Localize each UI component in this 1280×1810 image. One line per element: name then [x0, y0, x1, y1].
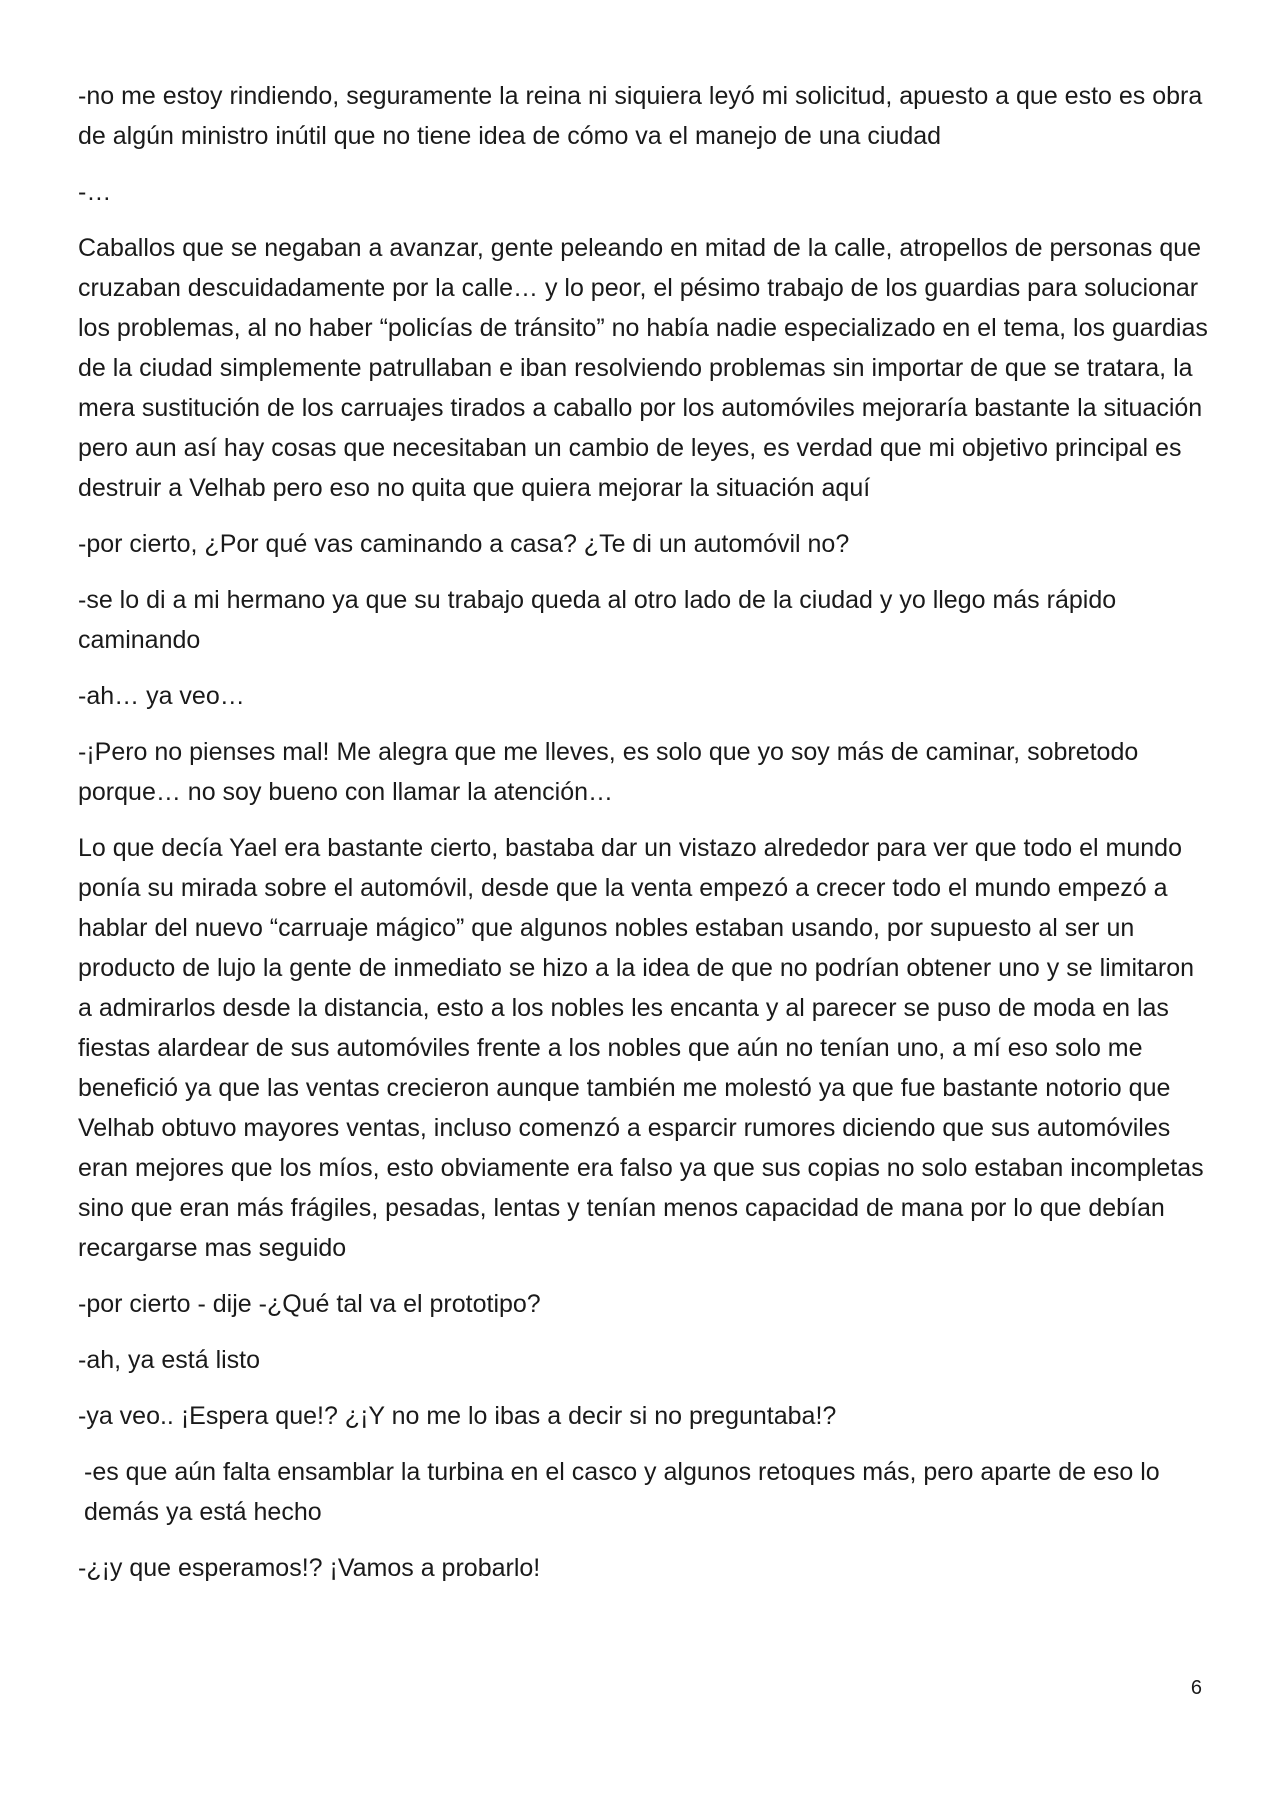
paragraph: Caballos que se negaban a avanzar, gente peleando en mitad de la calle, atropellos de personas que cruzaban descuidadamente por la calle… y lo peor, el pésimo trabajo de los guardias para solucionar los problemas, al no haber “policías de tránsito” no había nadie especializado en el tema, los guardias de la ciudad simplemente patrullaban e iban resolviendo problemas sin importar de que se tratara, la mera sustitución de los carruajes tirados a caballo por los automóviles mejoraría bastante la situación pero aun así hay cosas que necesitaban un cambio de leyes, es verdad que mi objetivo principal es destruir a Velhab pero eso no quita que quiera mejorar la situación aquí	[78, 234, 1208, 502]
page-number: 6	[1190, 1677, 1202, 1699]
document-body	[78, 76, 1208, 1604]
paragraph: -ya veo.. ¡Espera que!? ¿¡Y no me lo ibas a decir si no preguntaba!?	[78, 1402, 837, 1430]
paragraph: Lo que decía Yael era bastante cierto, bastaba dar un vistazo alrededor para ver que todo el mundo ponía su mirada sobre el automóvil, desde que la venta empezó a crecer todo el mundo empezó a hablar del nuevo “carruaje mágico” que algunos nobles estaban usando, por supuesto al ser un producto de lujo la gente de inmediato se hizo a la idea de que no podrían obtener uno y se limitaron a admirarlos desde la distancia, esto a los nobles les encanta y al parecer se puso de moda en las fiestas alardear de sus automóviles frente a los nobles que aún no tenían uno, a mí eso solo me benefició ya que las ventas crecieron aunque también me molestó ya que fue bastante notorio que Velhab obtuvo mayores ventas, incluso comenzó a esparcir rumores diciendo que sus automóviles eran mejores que los míos, esto obviamente era falso ya que sus copias no solo estaban incompletas sino que eran más frágiles, pesadas, lentas y tenían menos capacidad de mana por lo que debían recargarse mas seguido	[78, 834, 1204, 1262]
paragraph: -por cierto - dije -¿Qué tal va el prototipo?	[78, 1290, 541, 1318]
paragraph: -es que aún falta ensamblar la turbina en el casco y algunos retoques más, pero aparte de eso lo demás ya está hecho	[84, 1458, 1160, 1526]
paragraph: -no me estoy rindiendo, seguramente la reina ni siquiera leyó mi solicitud, apuesto a que esto es obra de algún ministro inútil que no tiene idea de cómo va el manejo de una ciudad	[78, 82, 1203, 150]
paragraph: -ah, ya está listo	[78, 1346, 261, 1374]
paragraph: -…	[78, 178, 112, 206]
paragraph: -se lo di a mi hermano ya que su trabajo queda al otro lado de la ciudad y yo llego más rápido caminando	[78, 586, 1117, 654]
paragraph: -por cierto, ¿Por qué vas caminando a casa? ¿Te di un automóvil no?	[78, 530, 850, 558]
paragraph: -ah… ya veo…	[78, 682, 245, 710]
paragraph: -¡Pero no pienses mal! Me alegra que me lleves, es solo que yo soy más de caminar, sobretodo porque… no soy bueno con llamar la atención…	[78, 738, 1139, 806]
paragraph: -¿¡y que esperamos!? ¡Vamos a probarlo!	[78, 1554, 541, 1582]
